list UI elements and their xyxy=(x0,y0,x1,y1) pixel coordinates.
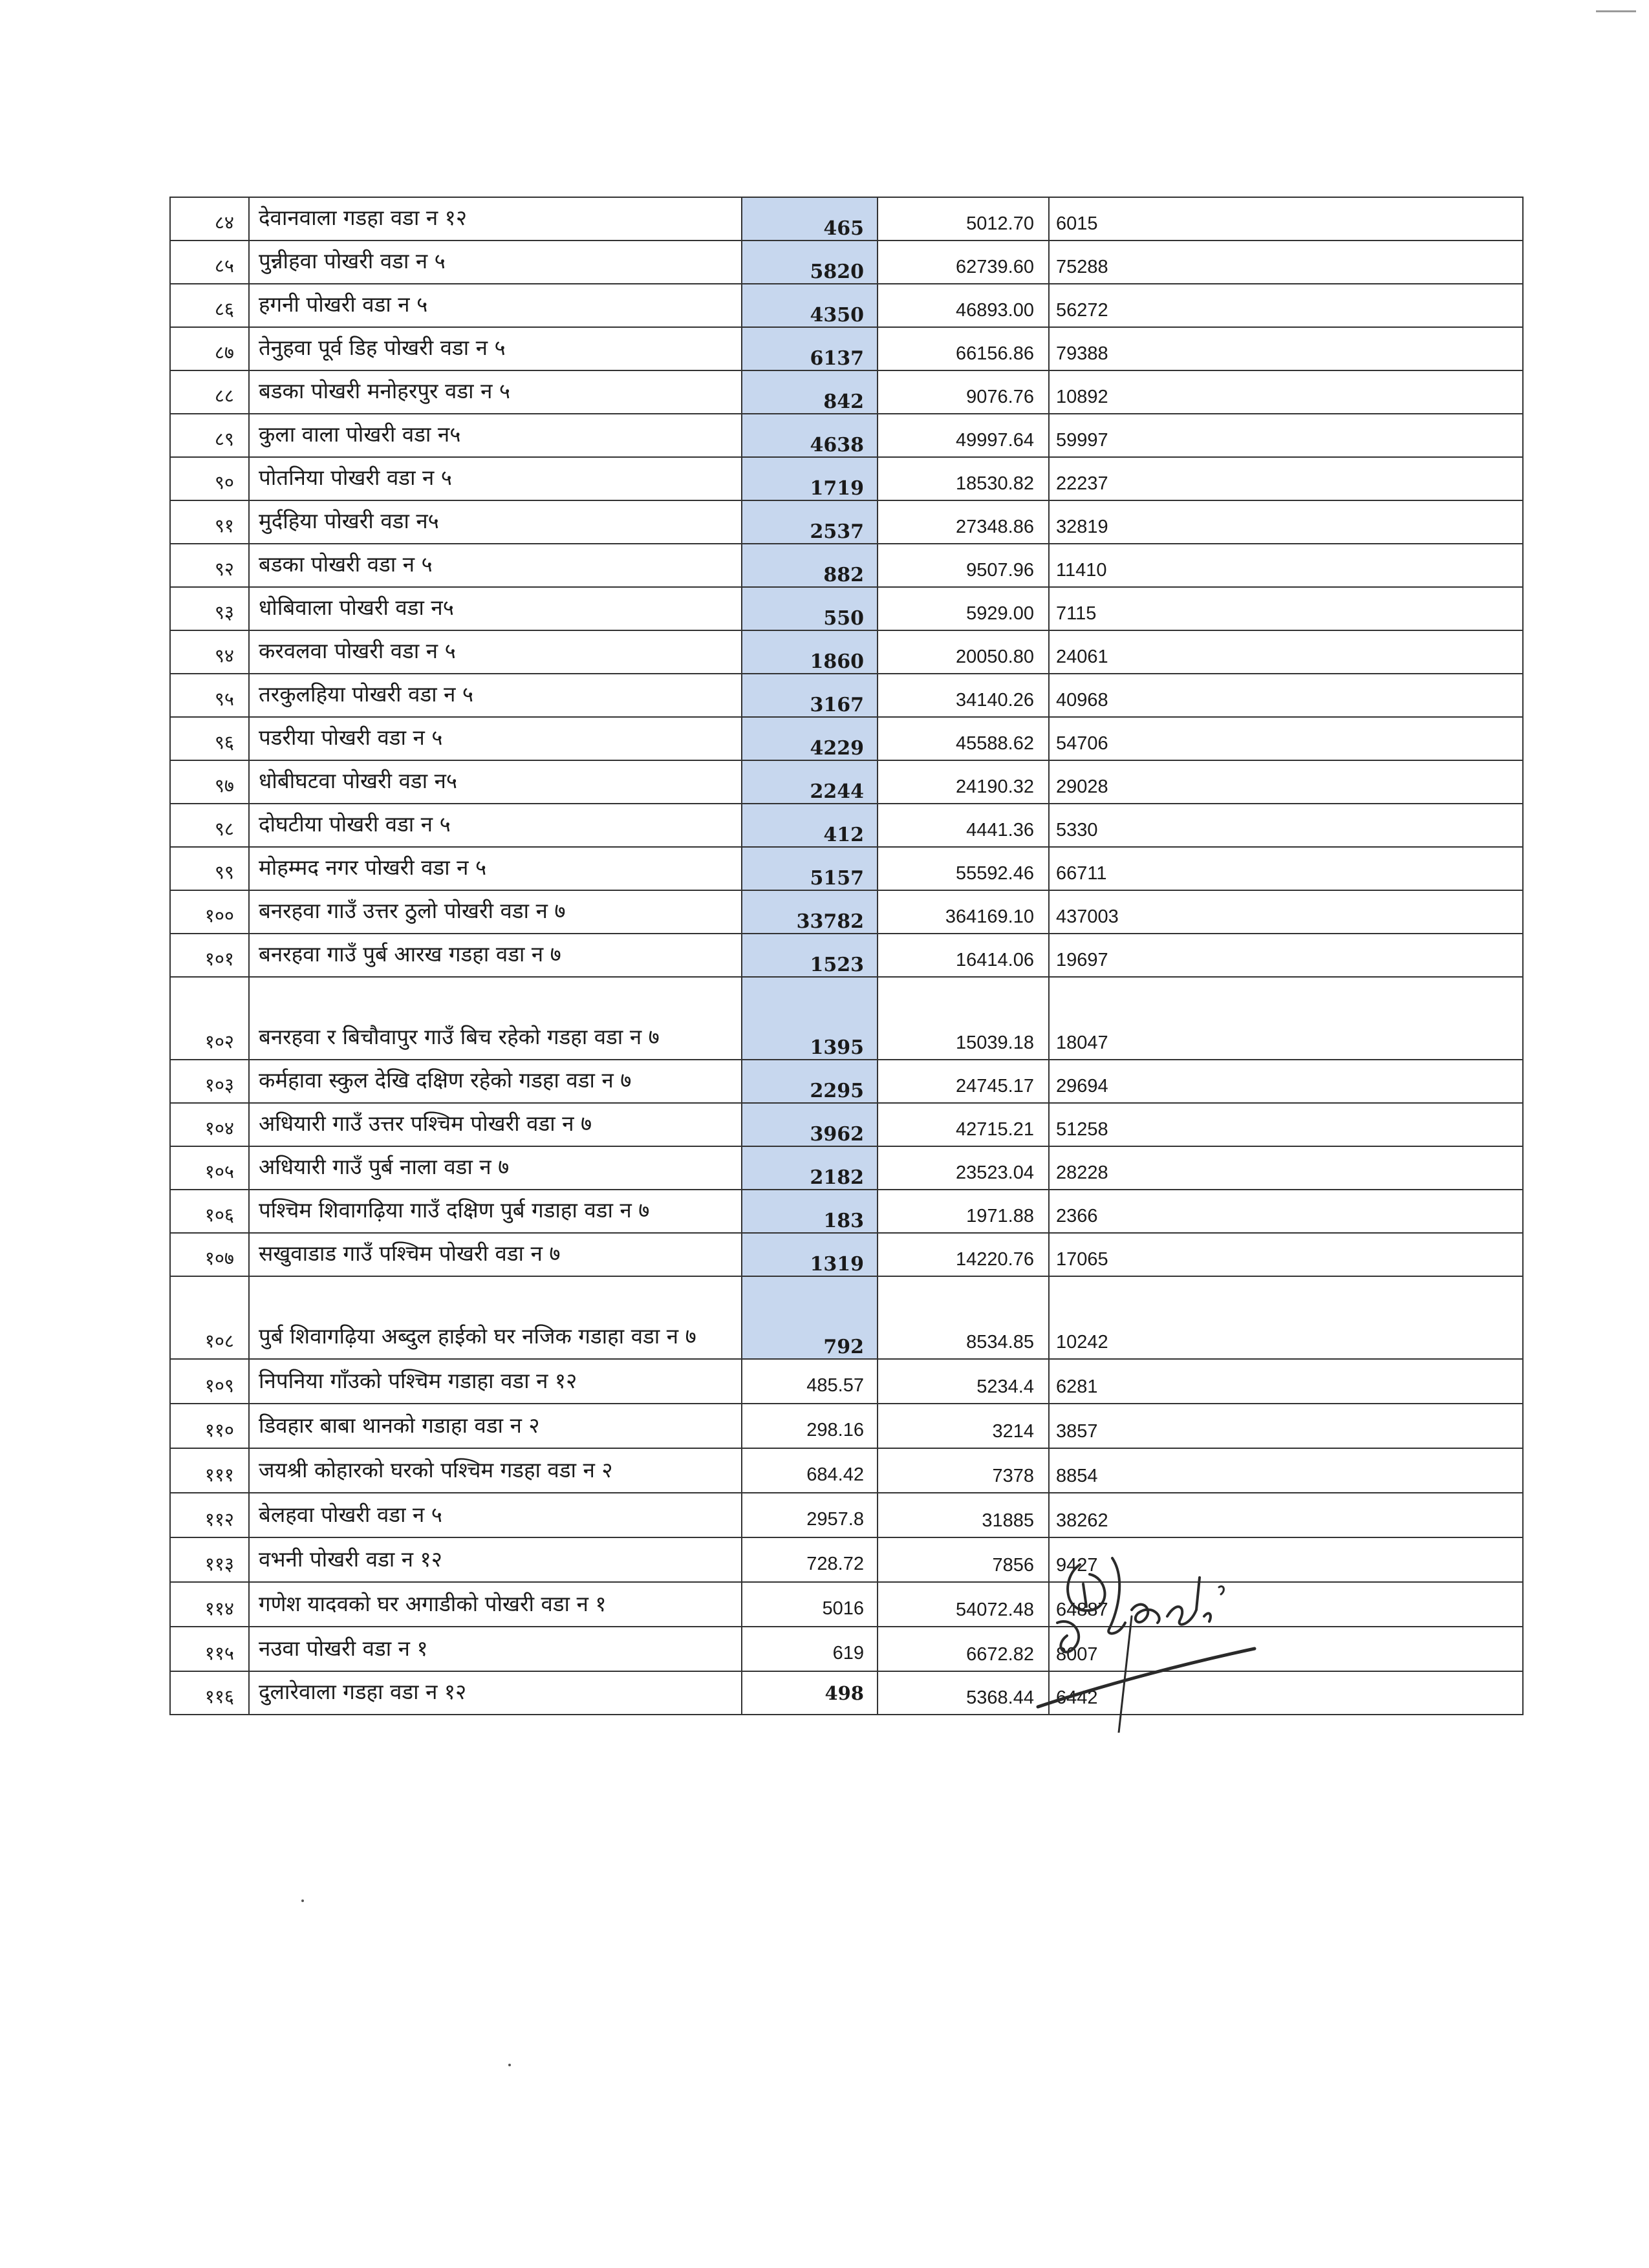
total-cell: 19697 xyxy=(1049,934,1523,977)
amount-cell: 62739.60 xyxy=(878,241,1049,284)
serial-number-cell: ११२ xyxy=(170,1493,249,1537)
quantity-cell: 842 xyxy=(742,370,878,414)
amount-cell: 5012.70 xyxy=(878,197,1049,241)
serial-number-cell: ९२ xyxy=(170,544,249,587)
quantity-cell: 4350 xyxy=(742,284,878,327)
serial-number-cell: १०२ xyxy=(170,977,249,1060)
table-row xyxy=(170,197,1523,241)
quantity-cell: 4638 xyxy=(742,414,878,457)
serial-number-cell: १११ xyxy=(170,1448,249,1493)
table-row xyxy=(170,414,1523,457)
serial-number-cell: १०४ xyxy=(170,1103,249,1146)
quantity-cell: 684.42 xyxy=(742,1448,878,1493)
serial-number-cell: ९७ xyxy=(170,760,249,804)
serial-number-cell: ९० xyxy=(170,457,249,500)
table-row xyxy=(170,544,1523,587)
quantity-cell: 550 xyxy=(742,587,878,630)
amount-cell: 24190.32 xyxy=(878,760,1049,804)
table-row xyxy=(170,630,1523,674)
total-cell: 5330 xyxy=(1049,804,1523,847)
serial-number-cell: ८९ xyxy=(170,414,249,457)
signature-icon xyxy=(1035,1539,1280,1733)
total-cell: 51258 xyxy=(1049,1103,1523,1146)
total-cell: 22237 xyxy=(1049,457,1523,500)
quantity-cell: 1860 xyxy=(742,630,878,674)
total-cell: 24061 xyxy=(1049,630,1523,674)
amount-cell: 24745.17 xyxy=(878,1060,1049,1103)
amount-cell: 1971.88 xyxy=(878,1190,1049,1233)
amount-cell: 31885 xyxy=(878,1493,1049,1537)
serial-number-cell: ११३ xyxy=(170,1537,249,1582)
serial-number-cell: १०० xyxy=(170,890,249,934)
serial-number-cell: ९६ xyxy=(170,717,249,760)
quantity-cell: 6137 xyxy=(742,327,878,370)
quantity-cell: 1719 xyxy=(742,457,878,500)
page-edge-mark xyxy=(1596,10,1636,12)
amount-cell: 27348.86 xyxy=(878,500,1049,544)
table-row xyxy=(170,804,1523,847)
amount-cell: 15039.18 xyxy=(878,977,1049,1060)
location-name-cell: बनरहवा र बिचौवापुर गाउँ बिच रहेको गडहा वडा न ७ xyxy=(249,977,742,1060)
serial-number-cell: ९४ xyxy=(170,630,249,674)
amount-cell: 14220.76 xyxy=(878,1233,1049,1276)
amount-cell: 66156.86 xyxy=(878,327,1049,370)
location-name-cell: करवलवा पोखरी वडा न ५ xyxy=(249,630,742,674)
location-name-cell: धोबीघटवा पोखरी वडा न५ xyxy=(249,760,742,804)
scan-speck xyxy=(508,2064,511,2066)
amount-cell: 16414.06 xyxy=(878,934,1049,977)
location-name-cell: बनरहवा गाउँ उत्तर ठुलो पोखरी वडा न ७ xyxy=(249,890,742,934)
amount-cell: 45588.62 xyxy=(878,717,1049,760)
table-row xyxy=(170,1448,1523,1493)
scan-speck xyxy=(301,1899,304,1902)
total-cell: 17065 xyxy=(1049,1233,1523,1276)
serial-number-cell: १०५ xyxy=(170,1146,249,1190)
location-name-cell: सखुवाडाड गाउँ पश्चिम पोखरी वडा न ७ xyxy=(249,1233,742,1276)
amount-cell: 7856 xyxy=(878,1537,1049,1582)
table-row xyxy=(170,1233,1523,1276)
table-row xyxy=(170,284,1523,327)
quantity-cell: 1523 xyxy=(742,934,878,977)
serial-number-cell: १०९ xyxy=(170,1359,249,1404)
total-cell: 6281 xyxy=(1049,1359,1523,1404)
quantity-cell: 2244 xyxy=(742,760,878,804)
quantity-cell: 33782 xyxy=(742,890,878,934)
serial-number-cell: ८५ xyxy=(170,241,249,284)
table-row xyxy=(170,457,1523,500)
table-row xyxy=(170,847,1523,890)
table-row xyxy=(170,1103,1523,1146)
location-name-cell: बडका पोखरी वडा न ५ xyxy=(249,544,742,587)
quantity-cell: 485.57 xyxy=(742,1359,878,1404)
amount-cell: 49997.64 xyxy=(878,414,1049,457)
location-name-cell: बनरहवा गाउँ पुर्ब आरख गडहा वडा न ७ xyxy=(249,934,742,977)
amount-cell: 3214 xyxy=(878,1404,1049,1448)
amount-cell: 34140.26 xyxy=(878,674,1049,717)
serial-number-cell: ८८ xyxy=(170,370,249,414)
total-cell: 2366 xyxy=(1049,1190,1523,1233)
amount-cell: 364169.10 xyxy=(878,890,1049,934)
amount-cell: 8534.85 xyxy=(878,1276,1049,1359)
serial-number-cell: ११६ xyxy=(170,1671,249,1715)
table-row xyxy=(170,717,1523,760)
amount-cell: 6672.82 xyxy=(878,1627,1049,1671)
total-cell: 32819 xyxy=(1049,500,1523,544)
serial-number-cell: ८६ xyxy=(170,284,249,327)
amount-cell: 5234.4 xyxy=(878,1359,1049,1404)
total-cell: 59997 xyxy=(1049,414,1523,457)
serial-number-cell: १०१ xyxy=(170,934,249,977)
table-row xyxy=(170,1627,1523,1671)
quantity-cell: 728.72 xyxy=(742,1537,878,1582)
table-row xyxy=(170,1190,1523,1233)
total-cell: 28228 xyxy=(1049,1146,1523,1190)
quantity-cell: 792 xyxy=(742,1276,878,1359)
table-row xyxy=(170,241,1523,284)
location-name-cell: मोहम्मद नगर पोखरी वडा न ५ xyxy=(249,847,742,890)
total-cell: 9427 xyxy=(1049,1537,1523,1582)
amount-cell: 46893.00 xyxy=(878,284,1049,327)
location-name-cell: डिवहार बाबा थानको गडाहा वडा न २ xyxy=(249,1404,742,1448)
table-row xyxy=(170,760,1523,804)
location-name-cell: नउवा पोखरी वडा न १ xyxy=(249,1627,742,1671)
quantity-cell: 5157 xyxy=(742,847,878,890)
total-cell: 11410 xyxy=(1049,544,1523,587)
location-name-cell: मुर्दहिया पोखरी वडा न५ xyxy=(249,500,742,544)
quantity-cell: 412 xyxy=(742,804,878,847)
quantity-cell: 882 xyxy=(742,544,878,587)
quantity-cell: 298.16 xyxy=(742,1404,878,1448)
location-name-cell: दुलारेवाला गडहा वडा न १२ xyxy=(249,1671,742,1715)
quantity-cell: 465 xyxy=(742,197,878,241)
total-cell: 18047 xyxy=(1049,977,1523,1060)
amount-cell: 18530.82 xyxy=(878,457,1049,500)
total-cell: 6015 xyxy=(1049,197,1523,241)
total-cell: 3857 xyxy=(1049,1404,1523,1448)
location-name-cell: गणेश यादवको घर अगाडीको पोखरी वडा न १ xyxy=(249,1582,742,1627)
quantity-cell: 1395 xyxy=(742,977,878,1060)
total-cell: 66711 xyxy=(1049,847,1523,890)
table-row xyxy=(170,1359,1523,1404)
total-cell: 437003 xyxy=(1049,890,1523,934)
serial-number-cell: १०७ xyxy=(170,1233,249,1276)
amount-cell: 4441.36 xyxy=(878,804,1049,847)
total-cell: 54706 xyxy=(1049,717,1523,760)
location-name-cell: पडरीया पोखरी वडा न ५ xyxy=(249,717,742,760)
serial-number-cell: ११५ xyxy=(170,1627,249,1671)
location-name-cell: दोघटीया पोखरी वडा न ५ xyxy=(249,804,742,847)
serial-number-cell: ८४ xyxy=(170,197,249,241)
location-name-cell: निपनिया गाँउको पश्चिम गडाहा वडा न १२ xyxy=(249,1359,742,1404)
total-cell: 64887 xyxy=(1049,1582,1523,1627)
location-name-cell: वभनी पोखरी वडा न १२ xyxy=(249,1537,742,1582)
serial-number-cell: ९३ xyxy=(170,587,249,630)
pond-ledger-table xyxy=(169,197,1524,1715)
location-name-cell: अधियारी गाउँ पुर्ब नाला वडा न ७ xyxy=(249,1146,742,1190)
quantity-cell: 2957.8 xyxy=(742,1493,878,1537)
location-name-cell: पोतनिया पोखरी वडा न ५ xyxy=(249,457,742,500)
quantity-cell: 3962 xyxy=(742,1103,878,1146)
serial-number-cell: ९१ xyxy=(170,500,249,544)
total-cell: 40968 xyxy=(1049,674,1523,717)
serial-number-cell: ९८ xyxy=(170,804,249,847)
ledger-body xyxy=(170,197,1523,1715)
table-row xyxy=(170,1146,1523,1190)
quantity-cell: 183 xyxy=(742,1190,878,1233)
quantity-cell: 619 xyxy=(742,1627,878,1671)
serial-number-cell: १०६ xyxy=(170,1190,249,1233)
table-row xyxy=(170,1404,1523,1448)
location-name-cell: पुन्नीहवा पोखरी वडा न ५ xyxy=(249,241,742,284)
location-name-cell: बडका पोखरी मनोहरपुर वडा न ५ xyxy=(249,370,742,414)
total-cell: 10242 xyxy=(1049,1276,1523,1359)
table-row xyxy=(170,674,1523,717)
quantity-cell: 498 xyxy=(742,1671,878,1715)
location-name-cell: धोबिवाला पोखरी वडा न५ xyxy=(249,587,742,630)
location-name-cell: कर्महावा स्कुल देखि दक्षिण रहेको गडहा वडा न ७ xyxy=(249,1060,742,1103)
total-cell: 10892 xyxy=(1049,370,1523,414)
table-row xyxy=(170,934,1523,977)
serial-number-cell: ११० xyxy=(170,1404,249,1448)
quantity-cell: 1319 xyxy=(742,1233,878,1276)
location-name-cell: देवानवाला गडहा वडा न १२ xyxy=(249,197,742,241)
location-name-cell: जयश्री कोहारको घरको पश्चिम गडहा वडा न २ xyxy=(249,1448,742,1493)
location-name-cell: तरकुलहिया पोखरी वडा न ५ xyxy=(249,674,742,717)
total-cell: 79388 xyxy=(1049,327,1523,370)
quantity-cell: 2295 xyxy=(742,1060,878,1103)
amount-cell: 55592.46 xyxy=(878,847,1049,890)
total-cell: 38262 xyxy=(1049,1493,1523,1537)
amount-cell: 54072.48 xyxy=(878,1582,1049,1627)
amount-cell: 9507.96 xyxy=(878,544,1049,587)
table-row xyxy=(170,890,1523,934)
table-row xyxy=(170,1671,1523,1715)
amount-cell: 5368.44 xyxy=(878,1671,1049,1715)
quantity-cell: 5016 xyxy=(742,1582,878,1627)
total-cell: 8854 xyxy=(1049,1448,1523,1493)
serial-number-cell: ९९ xyxy=(170,847,249,890)
table-row xyxy=(170,1276,1523,1359)
table-row xyxy=(170,1537,1523,1582)
serial-number-cell: ९५ xyxy=(170,674,249,717)
total-cell: 6442 xyxy=(1049,1671,1523,1715)
table-row xyxy=(170,1493,1523,1537)
quantity-cell: 2537 xyxy=(742,500,878,544)
amount-cell: 7378 xyxy=(878,1448,1049,1493)
amount-cell: 23523.04 xyxy=(878,1146,1049,1190)
serial-number-cell: १०८ xyxy=(170,1276,249,1359)
location-name-cell: पुर्ब शिवागढ़िया अब्दुल हाईको घर नजिक गडाहा वडा न ७ xyxy=(249,1276,742,1359)
total-cell: 56272 xyxy=(1049,284,1523,327)
location-name-cell: हगनी पोखरी वडा न ५ xyxy=(249,284,742,327)
serial-number-cell: १०३ xyxy=(170,1060,249,1103)
serial-number-cell: ११४ xyxy=(170,1582,249,1627)
table-row xyxy=(170,500,1523,544)
total-cell: 8007 xyxy=(1049,1627,1523,1671)
amount-cell: 20050.80 xyxy=(878,630,1049,674)
amount-cell: 42715.21 xyxy=(878,1103,1049,1146)
total-cell: 29694 xyxy=(1049,1060,1523,1103)
location-name-cell: कुला वाला पोखरी वडा न५ xyxy=(249,414,742,457)
table-row xyxy=(170,587,1523,630)
amount-cell: 5929.00 xyxy=(878,587,1049,630)
table-row xyxy=(170,327,1523,370)
total-cell: 7115 xyxy=(1049,587,1523,630)
table-row xyxy=(170,1060,1523,1103)
table-row xyxy=(170,1582,1523,1627)
quantity-cell: 4229 xyxy=(742,717,878,760)
quantity-cell: 3167 xyxy=(742,674,878,717)
quantity-cell: 2182 xyxy=(742,1146,878,1190)
location-name-cell: बेलहवा पोखरी वडा न ५ xyxy=(249,1493,742,1537)
serial-number-cell: ८७ xyxy=(170,327,249,370)
location-name-cell: पश्चिम शिवागढ़िया गाउँ दक्षिण पुर्ब गडाहा वडा न ७ xyxy=(249,1190,742,1233)
table-row xyxy=(170,370,1523,414)
total-cell: 75288 xyxy=(1049,241,1523,284)
quantity-cell: 5820 xyxy=(742,241,878,284)
table-row xyxy=(170,977,1523,1060)
total-cell: 29028 xyxy=(1049,760,1523,804)
location-name-cell: अधियारी गाउँ उत्तर पश्चिम पोखरी वडा न ७ xyxy=(249,1103,742,1146)
amount-cell: 9076.76 xyxy=(878,370,1049,414)
location-name-cell: तेनुहवा पूर्व डिह पोखरी वडा न ५ xyxy=(249,327,742,370)
